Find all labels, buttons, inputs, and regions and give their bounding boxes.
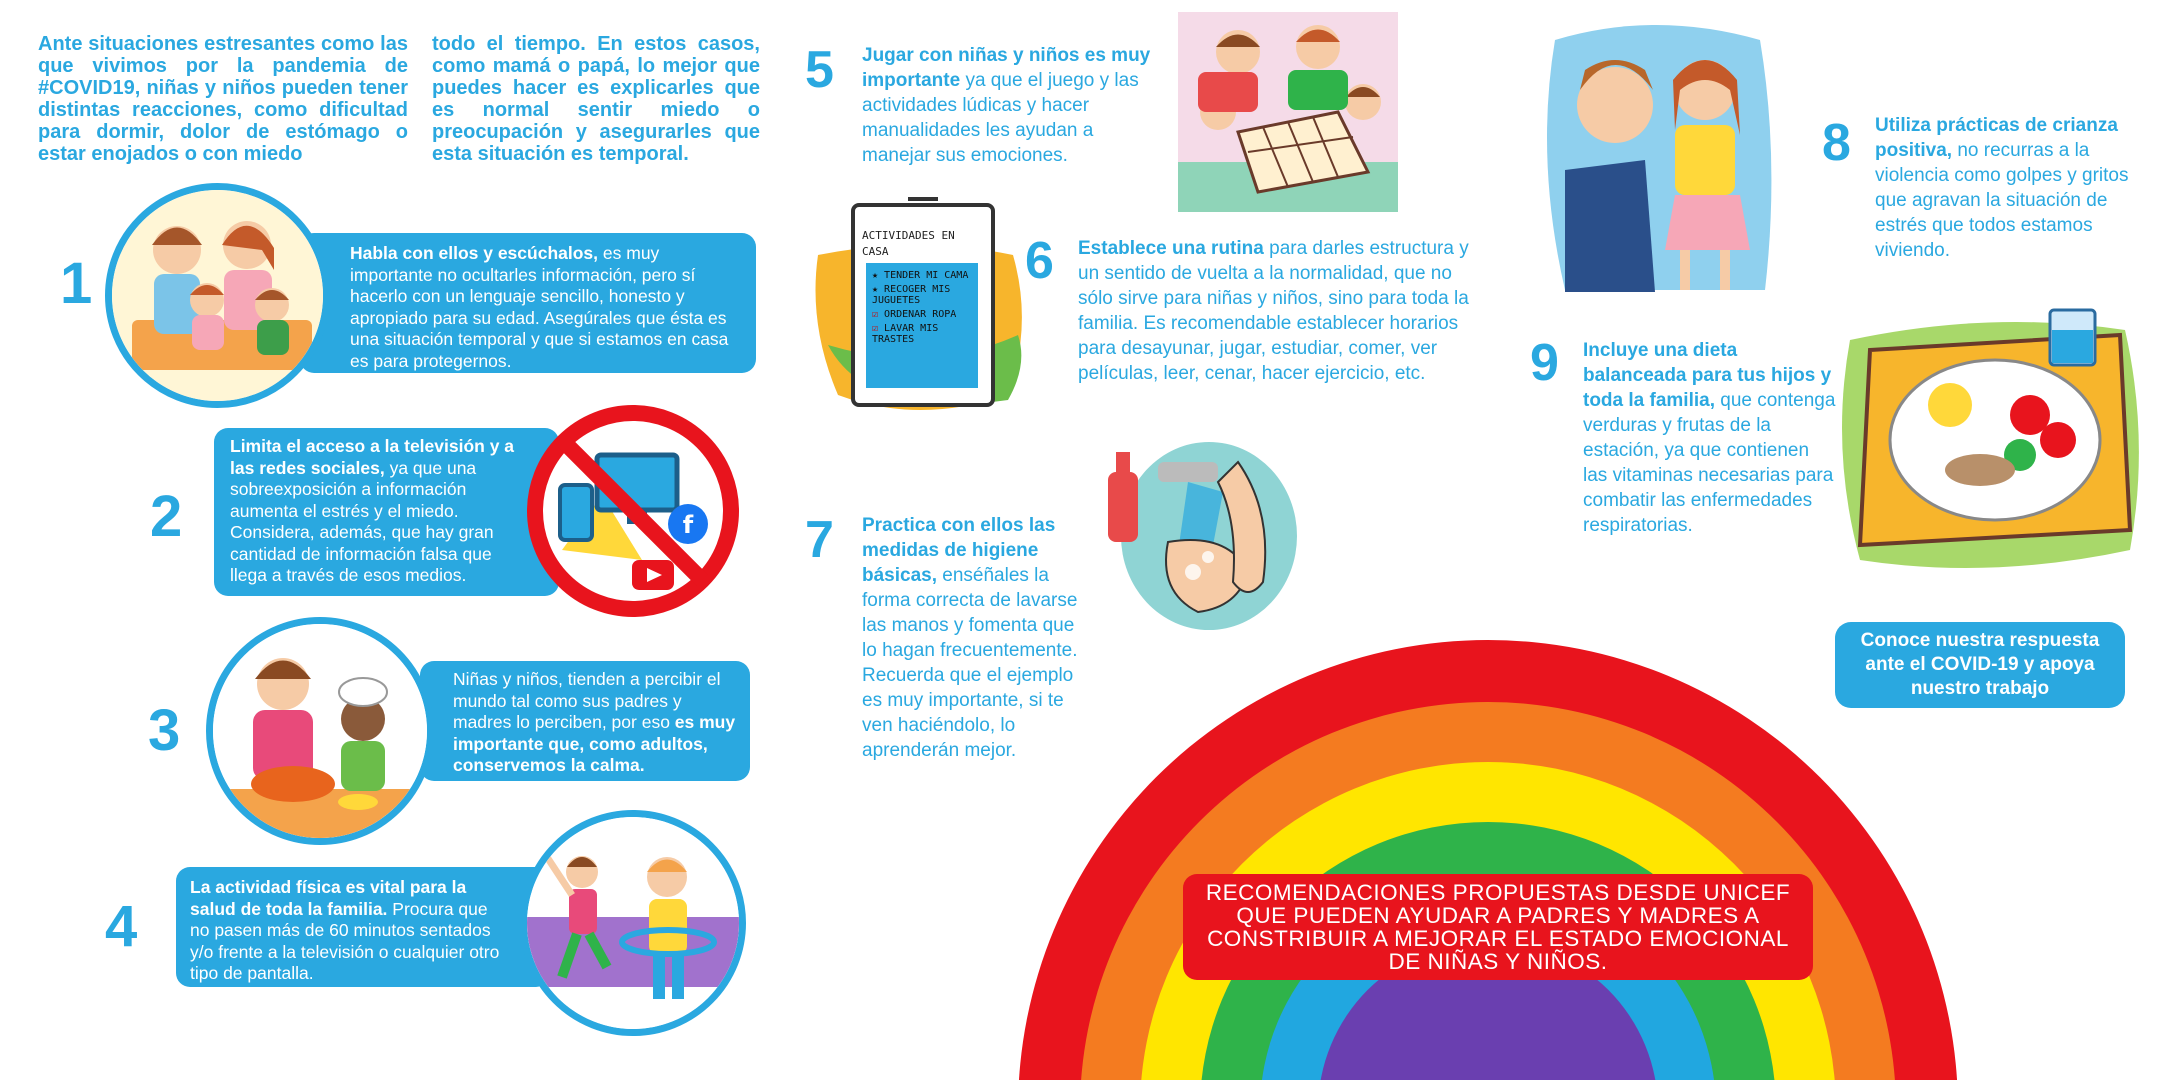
tip-1-text: es muy importante no ocultarles información, pero sí hacerlo con un lenguaje sencillo, honesto y apropiado para su edad. Asegúrales que ésta es una situación temporal y que si estamos en casa es para protegernos. xyxy=(350,243,729,371)
tip-8-text: no recurras a la violencia como golpes y gritos que agravan la situación de estrés que todos estamos viviendo. xyxy=(1875,140,2129,261)
banner-text: RECOMENDACIONES PROPUESTAS DESDE UNICEF QUE PUEDEN AYUDAR A PADRES Y MADRES A CONSTRIBUIR A MEJORAR EL ESTADO EMOCIONAL DE NIÑAS Y NIÑOS. xyxy=(1205,880,1791,974)
rainbow-graphic xyxy=(1018,580,1958,1080)
board-game-icon xyxy=(1178,12,1398,212)
tip-2-box xyxy=(214,428,559,596)
tip-number-2: 2 xyxy=(150,484,183,549)
cooking-icon xyxy=(206,617,434,845)
svg-text:f: f xyxy=(682,511,694,539)
tip-5-text: ya que el juego y las actividades lúdicas y hacer manualidades les ayudan a manejar sus emociones. xyxy=(862,70,1139,166)
family-icon xyxy=(105,183,330,408)
checklist-item-2: ★ RECOGER MIS JUGUETES xyxy=(872,284,951,306)
tip-6-bold: Establece una rutina xyxy=(1078,238,1264,259)
tip-7-bold: Practica con ellos las medidas de higiene básicas, xyxy=(862,515,1056,586)
tip-5-bold: Jugar con niñas y niños es muy importante xyxy=(862,45,1151,91)
intro-column-2: todo el tiempo. En estos casos, como mamá o papá, lo mejor que puedes hacer es explicarles que es normal sentir miedo o preocupación y asegurarles que esta situación es temporal. xyxy=(432,33,760,165)
tip-number-4: 4 xyxy=(105,894,138,959)
tip-8-text-block xyxy=(1875,113,2145,263)
tip-2-bold: Limita el acceso a la televisión y a las redes sociales, xyxy=(230,436,515,478)
checklist-item-1: ★ TENDER MI CAMA xyxy=(872,270,969,281)
tip-4-bold: La actividad física es vital para la salud de toda la familia. xyxy=(190,877,467,919)
checklist-items xyxy=(872,270,982,345)
tip-3-text: Niñas y niños, tienden a percibir el mundo tal como sus padres y madres lo perciben, por eso xyxy=(453,669,721,732)
tip-4-text: Procura que no pasen más de 60 minutos sentados y/o frente a la televisión o cualquier otro tipo de pantalla. xyxy=(190,898,500,983)
tip-number-6: 6 xyxy=(1025,232,1054,290)
checklist-item-3: ☑ ORDENAR ROPA xyxy=(872,309,957,320)
tip-3-bold: es muy importante que, como adultos, conservemos la calma. xyxy=(453,712,736,775)
checklist-item-4: ☑ LAVAR MIS TRASTES xyxy=(872,323,939,345)
tip-1-bold: Habla con ellos y escúchalos, xyxy=(350,243,599,263)
tip-4-box xyxy=(176,867,550,987)
tip-number-5: 5 xyxy=(805,41,834,99)
tip-number-3: 3 xyxy=(148,698,181,763)
tip-2-text: ya que una sobreexposición a información aumenta el estrés y el miedo. Considera, además, que hay gran cantidad de información falsa que llega a través de esos medios. xyxy=(230,457,494,585)
tip-1-box xyxy=(300,233,756,373)
tip-number-8: 8 xyxy=(1822,114,1851,172)
tip-9-text: que contenga verduras y frutas de la estación, ya que contienen las vitaminas necesarias para combatir las enfermedades respiratorias. xyxy=(1583,390,1836,536)
tip-6-text-block xyxy=(1078,236,1483,386)
parent-child-icon xyxy=(1535,10,1780,292)
tip-3-box xyxy=(420,661,750,781)
tip-number-1: 1 xyxy=(60,251,93,316)
tip-number-9: 9 xyxy=(1530,334,1559,392)
tip-number-7: 7 xyxy=(805,511,834,569)
no-screens-icon xyxy=(522,400,744,622)
intro-column-1: Ante situaciones estresantes como las que vivimos por la pandemia de #COVID19, niñas y niños pueden tener distintas reacciones, como dificultad para dormir, dolor de estómago o estar enojados o con miedo xyxy=(38,33,408,165)
tip-9-text-block xyxy=(1583,338,1836,538)
tip-9-bold: Incluye una dieta balanceada para tus hijos y toda la familia, xyxy=(1583,340,1832,411)
exercise-icon xyxy=(520,810,746,1036)
checklist-title: ACTIVIDADES EN CASA xyxy=(862,229,955,258)
tip-5-text-block xyxy=(862,43,1152,168)
covid-response-label: Conoce nuestra respuesta ante el COVID-19 y apoya nuestro trabajo xyxy=(1860,630,2100,699)
meal-plate-icon xyxy=(1830,290,2145,575)
tip-6-text: para darles estructura y un sentido de vuelta a la normalidad, que no sólo sirve para niñas y niños, sino para toda la familia. Es recomendable establecer horarios para desayunar, jugar, estudiar, comer, ver películas, leer, cenar, hacer ejercicio, etc. xyxy=(1078,238,1469,384)
recommendations-banner xyxy=(1183,874,1813,980)
tip-8-bold: Utiliza prácticas de crianza positiva, xyxy=(1875,115,2118,161)
tip-7-text: enséñales la forma correcta de lavarse las manos y fomenta que lo hagan frecuentemente. Recuerda que el ejemplo es muy importante, si te ven haciéndolo, lo aprenderán mejor. xyxy=(862,565,1078,761)
